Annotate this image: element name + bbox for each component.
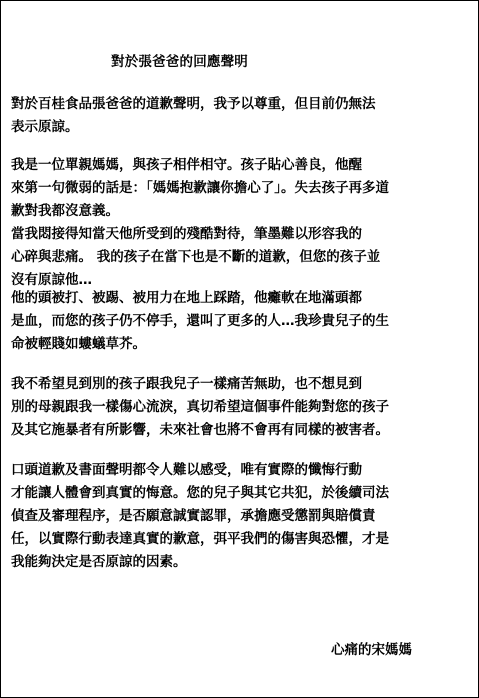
paragraph-line: 別的母親跟我一樣傷心流淚，真切希望這個事件能夠對您的孩子 xyxy=(11,399,389,415)
paragraph-line: 是血，而您的孩子仍不停手，還叫了更多的人…我珍貴兒子的生 xyxy=(11,313,389,329)
paragraph-line: 及其它施暴者有所影響，未來社會也將不會再有同樣的被害者。 xyxy=(11,422,389,438)
paragraph-repentance xyxy=(11,459,473,574)
paragraph-line: 我能夠決定是否原諒的因素。 xyxy=(11,554,187,570)
paragraph-line: 他的頭被打、被踢、被用力在地上踩踏，他癱軟在地滿頭都 xyxy=(11,290,362,306)
paragraph-line: 來第一句微弱的話是：「媽媽抱歉讓你擔心了」。失去孩子再多道 xyxy=(11,180,389,196)
paragraph-line: 當我悶接得知當天他所受到的殘酷對待，筆墨難以形容我的 xyxy=(11,226,362,242)
paragraph-line: 命被輕賤如螻蟻草芥。 xyxy=(11,336,146,352)
signature: 心痛的宋媽媽 xyxy=(331,642,412,658)
paragraph-line: 偵查及審理程序，是否願意誠實認罪，承擔應受懲罰與賠償責 xyxy=(11,508,376,524)
paragraph-line: 口頭道歉及書面聲明都令人難以感受，唯有實際的懺悔行動 xyxy=(11,462,362,478)
paragraph-line: 任，以實際行動表達真實的歉意，弭平我們的傷害與恐懼，才是 xyxy=(11,531,389,547)
paragraph-heartbreak xyxy=(11,223,473,292)
paragraph-line: 心碎與悲痛。 我的孩子在當下也是不斷的道歉，但您的孩子並 xyxy=(11,249,381,265)
paragraph-line: 對於百桂食品張爸爸的道歉聲明，我予以尊重，但目前仍無法 xyxy=(11,96,376,112)
paragraph-line: 歉對我都沒意義。 xyxy=(11,203,119,219)
paragraph-assault xyxy=(11,287,473,356)
document-title: 對於張爸爸的回應聲明 xyxy=(111,54,248,70)
paragraph-line: 才能讓人體會到真實的悔意。您的兒子與其它共犯，於後續司法 xyxy=(11,485,389,501)
paragraph-line: 表示原諒。 xyxy=(11,119,79,135)
paragraph-hope xyxy=(11,373,473,442)
paragraph-respect xyxy=(11,93,473,139)
paragraph-line: 我不希望見到別的孩子跟我兒子一樣痛苦無助，也不想見到 xyxy=(11,376,362,392)
paragraph-line: 沒有原諒他… xyxy=(11,272,92,288)
paragraph-line: 我是一位單親媽媽，與孩子相伴相守。孩子貼心善良，他醒 xyxy=(11,157,362,173)
paragraph-single-mother xyxy=(11,154,473,223)
